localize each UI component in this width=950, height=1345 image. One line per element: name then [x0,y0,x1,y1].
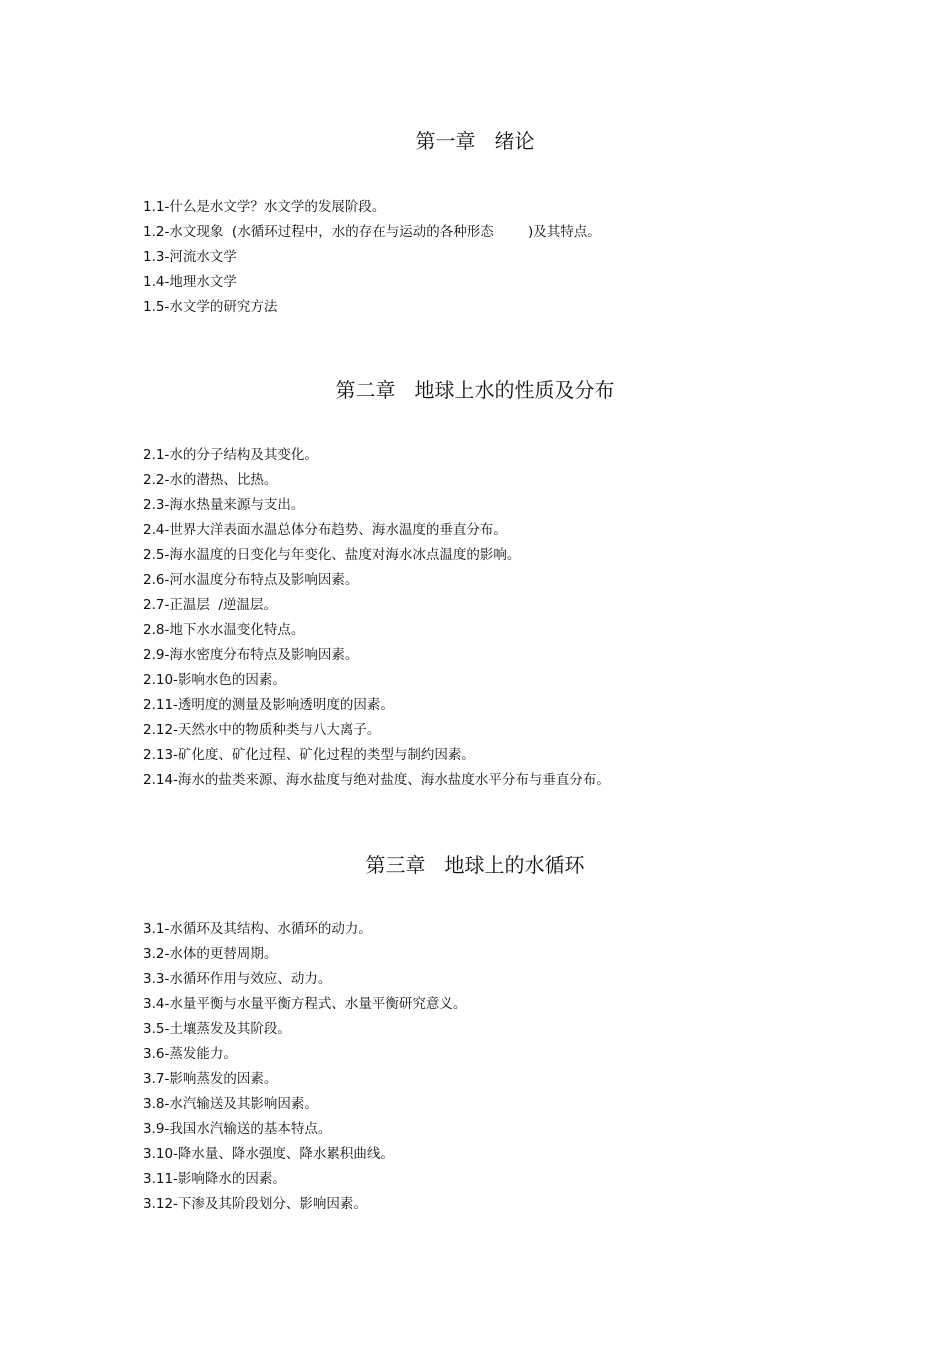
chapter-1-list [143,195,601,320]
list-item: 3.11-影响降水的因素。 [143,1171,286,1187]
list-item: 2.12-天然水中的物质种类与八大离子。 [143,722,381,738]
list-item: 2.3-海水热量来源与支出。 [143,497,305,513]
list-item: 1.4-地理水文学 [143,274,237,290]
list-item: 2.8-地下水水温变化特点。 [143,622,305,638]
list-item: 3.10-降水量、降水强度、降水累积曲线。 [143,1146,394,1162]
list-item: 3.8-水汽输送及其影响因素。 [143,1096,318,1112]
list-item: 2.11-透明度的测量及影响透明度的因素。 [143,697,394,713]
list-item: 2.10-影响水色的因素。 [143,672,286,688]
list-item: 3.9-我国水汽输送的基本特点。 [143,1121,332,1137]
chapter-2-title: 第二章 地球上水的性质及分布 [335,378,615,402]
list-item: 2.13-矿化度、矿化过程、矿化过程的类型与制约因素。 [143,747,475,763]
list-item: 2.7-正温层 /逆温层。 [143,597,277,613]
list-item: 1.2-水文现象 (水循环过程中，水的存在与运动的各种形态 )及其特点。 [143,224,601,240]
list-item: 3.2-水体的更替周期。 [143,946,278,962]
list-item: 2.14-海水的盐类来源、海水盐度与绝对盐度、海水盐度水平分布与垂直分布。 [143,772,610,788]
list-item: 2.4-世界大洋表面水温总体分布趋势、海水温度的垂直分布。 [143,522,507,538]
list-item: 1.1-什么是水文学？水文学的发展阶段。 [143,199,386,215]
list-item: 2.1-水的分子结构及其变化。 [143,447,318,463]
list-item: 3.12-下渗及其阶段划分、影响因素。 [143,1196,367,1212]
list-item: 3.7-影响蒸发的因素。 [143,1071,278,1087]
chapter-1-title: 第一章 绪论 [415,129,535,153]
list-item: 2.6-河水温度分布特点及影响因素。 [143,572,359,588]
list-item: 3.5-土壤蒸发及其阶段。 [143,1021,291,1037]
list-item: 2.5-海水温度的日变化与年变化、盐度对海水冰点温度的影响。 [143,547,521,563]
list-item: 3.1-水循环及其结构、水循环的动力。 [143,921,372,937]
list-item: 1.5-水文学的研究方法 [143,299,278,315]
chapter-3-title: 第三章 地球上的水循环 [365,853,585,877]
list-item: 3.4-水量平衡与水量平衡方程式、水量平衡研究意义。 [143,996,467,1012]
list-item: 3.3-水循环作用与效应、动力。 [143,971,332,987]
list-item: 3.6-蒸发能力。 [143,1046,237,1062]
list-item: 2.2-水的潜热、比热。 [143,472,278,488]
list-item: 1.3-河流水文学 [143,249,237,265]
chapter-2-list [143,443,610,793]
chapter-3-list [143,917,466,1217]
list-item: 2.9-海水密度分布特点及影响因素。 [143,647,359,663]
